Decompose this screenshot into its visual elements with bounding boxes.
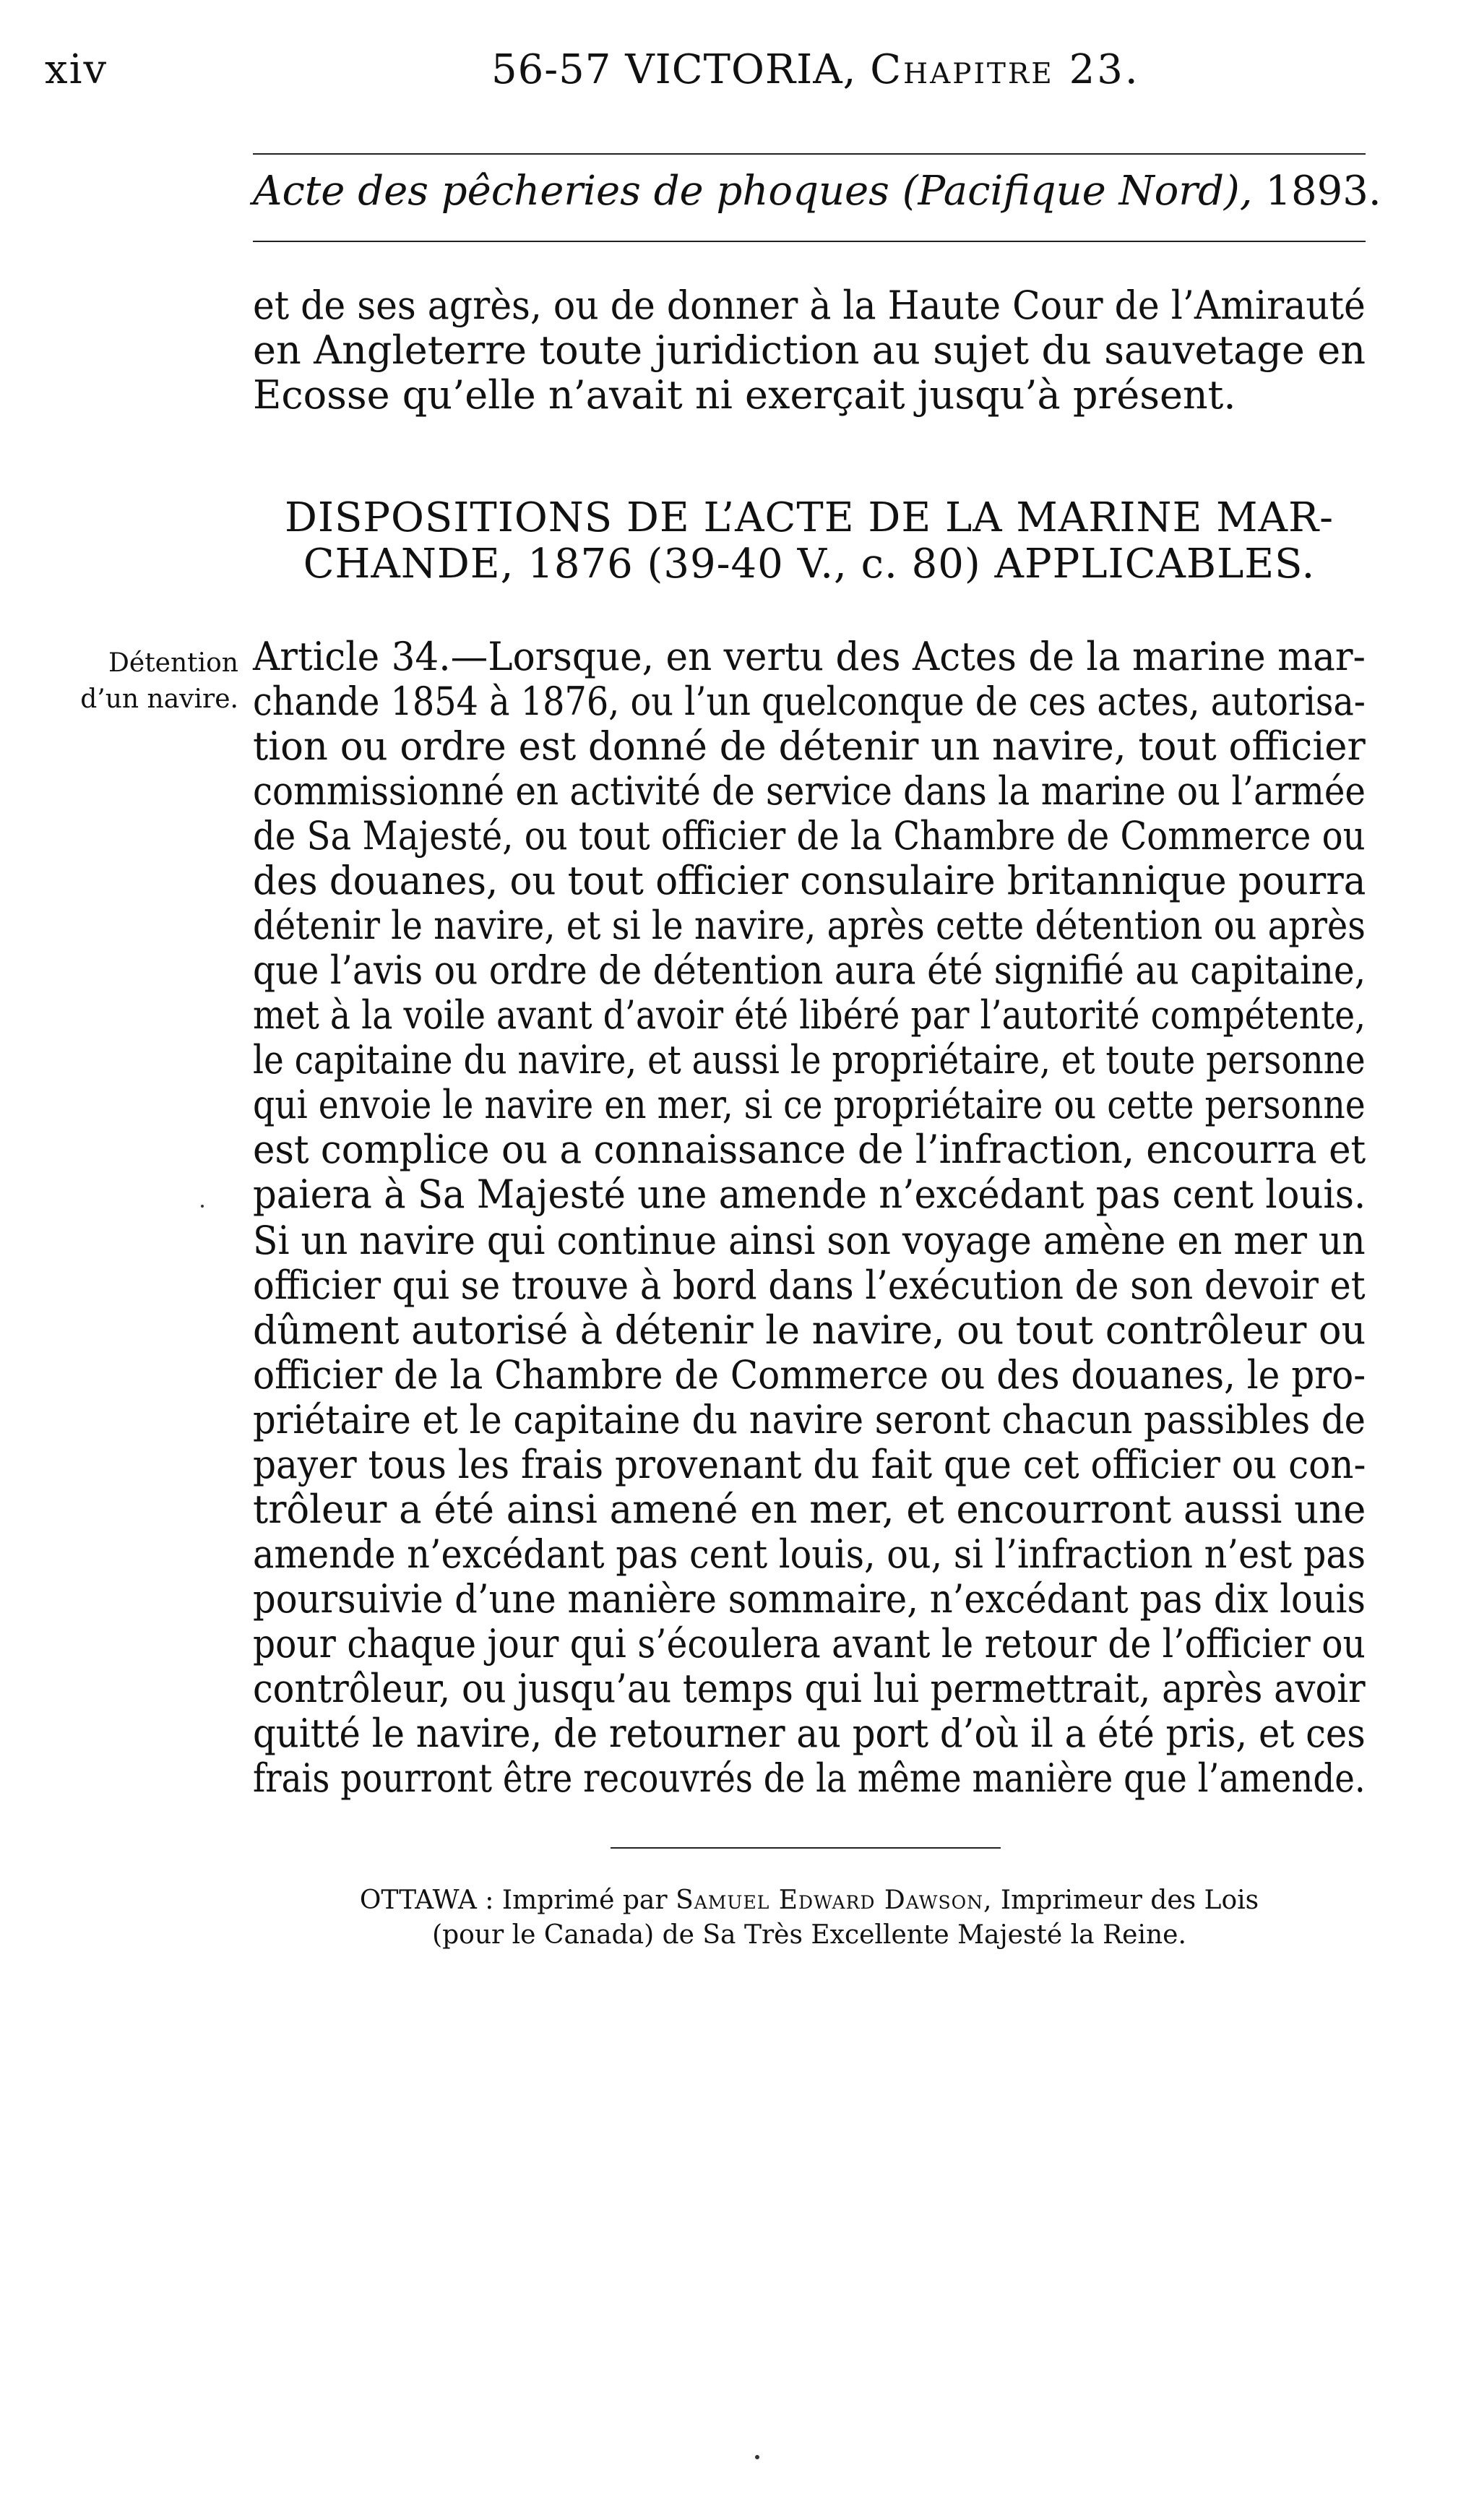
continuation-paragraph bbox=[253, 283, 1366, 418]
text-line: Ecosse qu’elle n’avait ni exerçait jusqu’à présent. bbox=[253, 372, 1236, 418]
margin-note-line: Détention bbox=[108, 648, 238, 678]
text-line: et de ses agrès, ou de donner à la Haute Cour de l’Amirauté bbox=[253, 283, 1366, 328]
text-line: que l’avis ou ordre de détention aura été signifié au capitaine, bbox=[253, 947, 1366, 993]
text-line: quitté le navire, de retourner au port d’où il a été pris, et ces bbox=[253, 1711, 1366, 1756]
colophon bbox=[253, 1883, 1366, 1953]
text-line: officier de la Chambre de Commerce ou des douanes, le pro- bbox=[253, 1352, 1366, 1398]
heading-line: CHANDE, 1876 (39-40 V., c. 80) APPLICABLES. bbox=[303, 541, 1316, 588]
text-line: payer tous les frais provenant du fait que cet officier ou con- bbox=[253, 1442, 1366, 1487]
text-line: qui envoie le navire en mer, si ce propriétaire ou cette personne bbox=[253, 1082, 1366, 1127]
text-line: des douanes, ou tout officier consulaire britannique pourra bbox=[253, 858, 1366, 903]
colophon-line-1 bbox=[253, 1883, 1366, 1918]
text-line: frais pourront être recouvrés de la même manière que l’amende. bbox=[253, 1755, 1366, 1801]
speck-mark bbox=[755, 2455, 759, 2459]
act-title bbox=[253, 168, 1381, 215]
text-line: Article 34.—Lorsque, en vertu des Actes de la marine mar- bbox=[253, 634, 1366, 679]
text-line: tion ou ordre est donné de détenir un navire, tout officier bbox=[253, 723, 1366, 769]
text-line: met à la voile avant d’avoir été libéré par l’autorité compétente, bbox=[253, 992, 1366, 1038]
text-line: priétaire et le capitaine du navire seront chacun passibles de bbox=[253, 1397, 1366, 1442]
text-line: de Sa Majesté, ou tout officier de la Chambre de Commerce ou bbox=[253, 813, 1366, 859]
running-head bbox=[491, 46, 1140, 93]
rule-top bbox=[253, 153, 1366, 155]
text-line: le capitaine du navire, et aussi le propriétaire, et toute personne bbox=[253, 1037, 1366, 1083]
act-title-year: 1893. bbox=[1265, 168, 1381, 215]
text-line: en Angleterre toute juridiction au sujet du sauvetage en bbox=[253, 327, 1366, 373]
text-line: contrôleur, ou jusqu’au temps qui lui permettrait, après avoir bbox=[253, 1666, 1366, 1711]
running-head-main: 56-57 VICTORIA, bbox=[491, 46, 857, 93]
section-heading bbox=[253, 495, 1366, 588]
text-line: trôleur a été ainsi amené en mer, et encourront aussi une bbox=[253, 1487, 1366, 1532]
text-line: chande 1854 à 1876, ou l’un quelconque de ces actes, autorisa- bbox=[253, 679, 1366, 724]
second-paragraph bbox=[253, 1218, 1366, 1801]
text-line: Si un navire qui continue ainsi son voyage amène en mer un bbox=[253, 1218, 1366, 1263]
running-head-chapter: Chapitre 23. bbox=[870, 46, 1140, 93]
rule-under-title bbox=[253, 241, 1366, 242]
text-line: dûment autorisé à détenir le navire, ou tout contrôleur ou bbox=[253, 1307, 1366, 1353]
heading-line: DISPOSITIONS DE L’ACTE DE LA MARINE MAR- bbox=[284, 494, 1335, 541]
colophon-end: Imprimeur des Lois bbox=[1000, 1885, 1259, 1915]
text-line: amende n’excédant pas cent louis, ou, si l’infraction n’est pas bbox=[253, 1531, 1366, 1577]
text-line: est complice ou a connaissance de l’infraction, encourra et bbox=[253, 1127, 1366, 1172]
text-line: paiera à Sa Majesté une amende n’excédant pas cent louis. bbox=[253, 1171, 1366, 1217]
rule-bottom bbox=[611, 1847, 1001, 1849]
printer-name: Samuel Edward Dawson, bbox=[676, 1885, 993, 1915]
colophon-start: OTTAWA : Imprimé par bbox=[359, 1885, 668, 1915]
margin-note-line: d’un navire. bbox=[80, 684, 238, 714]
speck-mark bbox=[201, 1205, 204, 1208]
text-line: détenir le navire, et si le navire, après cette détention ou après bbox=[253, 903, 1366, 948]
act-title-italic: Acte des pêcheries de phoques (Pacifique Nord), bbox=[253, 168, 1253, 215]
text-line: pour chaque jour qui s’écoulera avant le retour de l’officier ou bbox=[253, 1621, 1366, 1667]
margin-note bbox=[36, 645, 238, 718]
text-line: commissionné en activité de service dans la marine ou l’armée bbox=[253, 768, 1366, 814]
text-line: poursuivie d’une manière sommaire, n’excédant pas dix louis bbox=[253, 1576, 1366, 1622]
colophon-line-2: (pour le Canada) de Sa Très Excellente Majesté la Reine. bbox=[432, 1920, 1186, 1950]
page-number: xiv bbox=[45, 46, 108, 93]
article-34-paragraph bbox=[253, 635, 1366, 1217]
text-line: officier qui se trouve à bord dans l’exécution de son devoir et bbox=[253, 1263, 1366, 1308]
